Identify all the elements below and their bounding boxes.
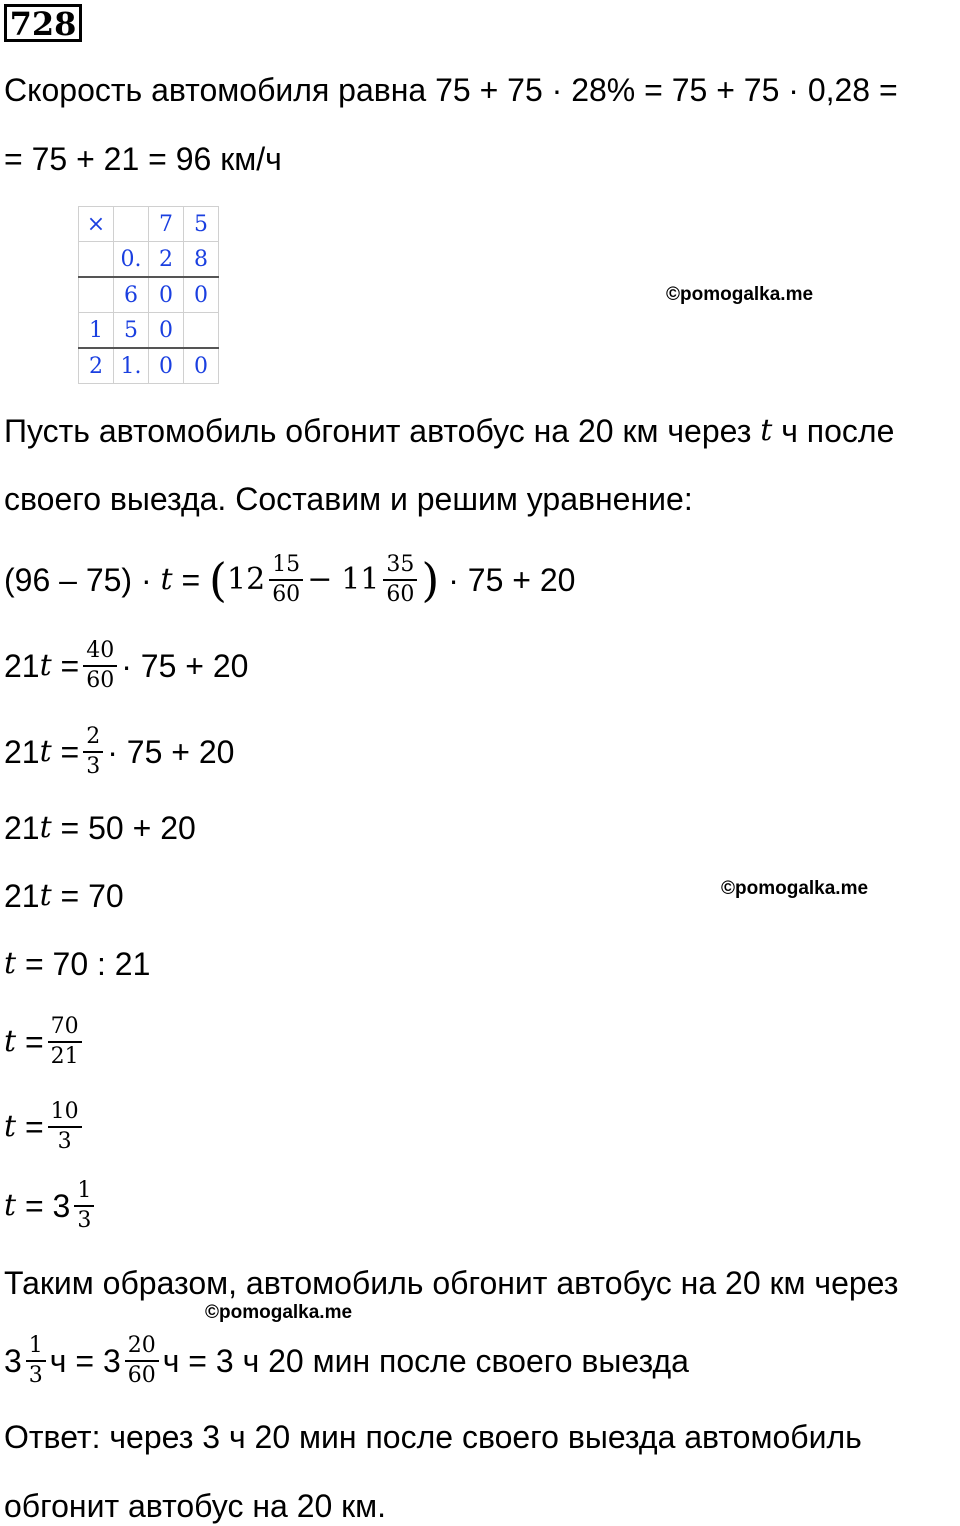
step-7: [4, 1099, 86, 1155]
calc-row: [79, 348, 219, 384]
fraction-1: [269, 553, 303, 607]
fraction: [83, 725, 103, 779]
denominator: 3: [77, 1208, 92, 1233]
watermark: ©pomogalka.me: [721, 878, 869, 899]
step-5: [4, 944, 150, 984]
fraction-2: [383, 553, 417, 607]
coef: 21: [4, 878, 40, 914]
calc-cell: 7: [149, 207, 184, 242]
variable-t: t: [39, 648, 52, 683]
step-4: [4, 876, 124, 916]
step-8: [4, 1178, 98, 1234]
intro-line-1: Скорость автомобиля равна 75 + 75 · 28% = 75 + 75 · 0,28 =: [4, 72, 898, 108]
eq-sign: =: [24, 1109, 44, 1145]
answer-line-2: обгонит автобус на 20 км.: [4, 1488, 387, 1524]
calc-cell: 2: [79, 348, 114, 384]
step-tail: · 75 + 20: [121, 648, 249, 684]
variable-t: t: [4, 1024, 17, 1059]
conclusion-line-1: Таким образом, автомобиль обгонит автобус на 20 км через: [4, 1265, 899, 1301]
setup-line-1: [4, 411, 894, 451]
watermark: ©pomogalka.me: [666, 284, 814, 305]
denominator: 60: [272, 582, 301, 607]
calc-cell: 6: [114, 277, 149, 313]
variable-t: t: [760, 413, 773, 448]
step-3: [4, 808, 196, 848]
eq-sign: =: [24, 1024, 44, 1060]
mixed-whole-1: 12: [227, 562, 266, 597]
numerator: 20: [125, 1334, 159, 1362]
setup-text-a: Пусть автомобиль обгонит автобус на 20 км через: [4, 413, 752, 449]
calc-cell: 0: [149, 348, 184, 384]
calc-cell: 2: [149, 242, 184, 278]
conclusion-tail: ч = 3 ч 20 мин после своего выезда: [162, 1343, 689, 1379]
numerator: 1: [26, 1334, 46, 1362]
coef: 21: [4, 648, 40, 684]
calc-cell: ×: [79, 207, 114, 242]
numerator: 35: [383, 553, 417, 581]
problem-number: 728: [4, 4, 82, 42]
denominator: 3: [86, 754, 101, 779]
calc-cell: [114, 207, 149, 242]
fraction: [48, 1100, 82, 1154]
calc-row: [79, 242, 219, 278]
calc-cell: [184, 313, 219, 349]
variable-t: t: [39, 810, 52, 845]
numerator: 70: [48, 1015, 82, 1043]
minus-sign: −: [307, 562, 333, 597]
eq-tail: · 75 + 20: [448, 562, 576, 598]
answer-line-1: Ответ: через 3 ч 20 мин после своего выезда автомобиль: [4, 1419, 862, 1455]
setup-text-b: ч после: [781, 413, 895, 449]
step-rest: = 70: [60, 878, 124, 914]
calc-cell: 1: [79, 313, 114, 349]
setup-line-2: своего выезда. Составим и решим уравнение:: [4, 481, 693, 517]
eq-lhs: (96 – 75) ·: [4, 562, 152, 598]
numerator: 10: [48, 1100, 82, 1128]
variable-t: t: [4, 1109, 17, 1144]
calc-row: [79, 313, 219, 349]
variable-t: t: [39, 878, 52, 913]
denominator: 60: [386, 582, 415, 607]
fraction: [125, 1334, 159, 1388]
variable-t: t: [39, 734, 52, 769]
mixed-whole: 3: [4, 1343, 22, 1379]
step-tail: · 75 + 20: [107, 734, 235, 770]
denominator: 3: [57, 1129, 72, 1154]
step-1: [4, 638, 248, 694]
variable-t: t: [4, 946, 17, 981]
calc-cell: 0: [149, 277, 184, 313]
denominator: 21: [50, 1044, 79, 1069]
calc-cell: 0.: [114, 242, 149, 278]
calc-row: [79, 207, 219, 242]
conclusion-line-2: [4, 1333, 689, 1389]
calc-cell: [79, 242, 114, 278]
calc-cell: 5: [114, 313, 149, 349]
eq-sign: =: [181, 562, 201, 598]
eq-sign: = 3: [24, 1188, 71, 1224]
coef: 21: [4, 734, 40, 770]
eq-sign: =: [60, 648, 80, 684]
main-equation: [4, 552, 575, 608]
calc-cell: 0: [149, 313, 184, 349]
fraction: [48, 1015, 82, 1069]
close-paren: ): [421, 553, 440, 607]
calc-row: [79, 277, 219, 313]
calc-cell: 5: [184, 207, 219, 242]
denominator: 3: [28, 1363, 43, 1388]
calc-cell: 0: [184, 348, 219, 384]
step-6: [4, 1014, 86, 1070]
variable-t: t: [4, 1188, 17, 1223]
step-2: [4, 724, 234, 780]
watermark: ©pomogalka.me: [205, 1302, 353, 1323]
fraction: [26, 1334, 46, 1388]
fraction: [74, 1179, 94, 1233]
step-rest: = 70 : 21: [24, 946, 151, 982]
coef: 21: [4, 810, 40, 846]
step-rest: = 50 + 20: [60, 810, 196, 846]
denominator: 60: [127, 1363, 156, 1388]
calc-cell: 1.: [114, 348, 149, 384]
numerator: 15: [269, 553, 303, 581]
mixed-whole-2: 11: [341, 562, 380, 597]
conclusion-mid: ч = 3: [49, 1343, 121, 1379]
numerator: 1: [74, 1179, 94, 1207]
fraction: [83, 639, 117, 693]
calc-cell: 0: [184, 277, 219, 313]
calc-cell: [79, 277, 114, 313]
variable-t: t: [160, 562, 173, 597]
multiplication-table: [78, 206, 219, 384]
denominator: 60: [86, 668, 115, 693]
numerator: 40: [83, 639, 117, 667]
open-paren: (: [209, 553, 227, 607]
eq-sign: =: [60, 734, 80, 770]
calc-cell: 8: [184, 242, 219, 278]
intro-line-2: = 75 + 21 = 96 км/ч: [4, 141, 282, 177]
numerator: 2: [83, 725, 103, 753]
